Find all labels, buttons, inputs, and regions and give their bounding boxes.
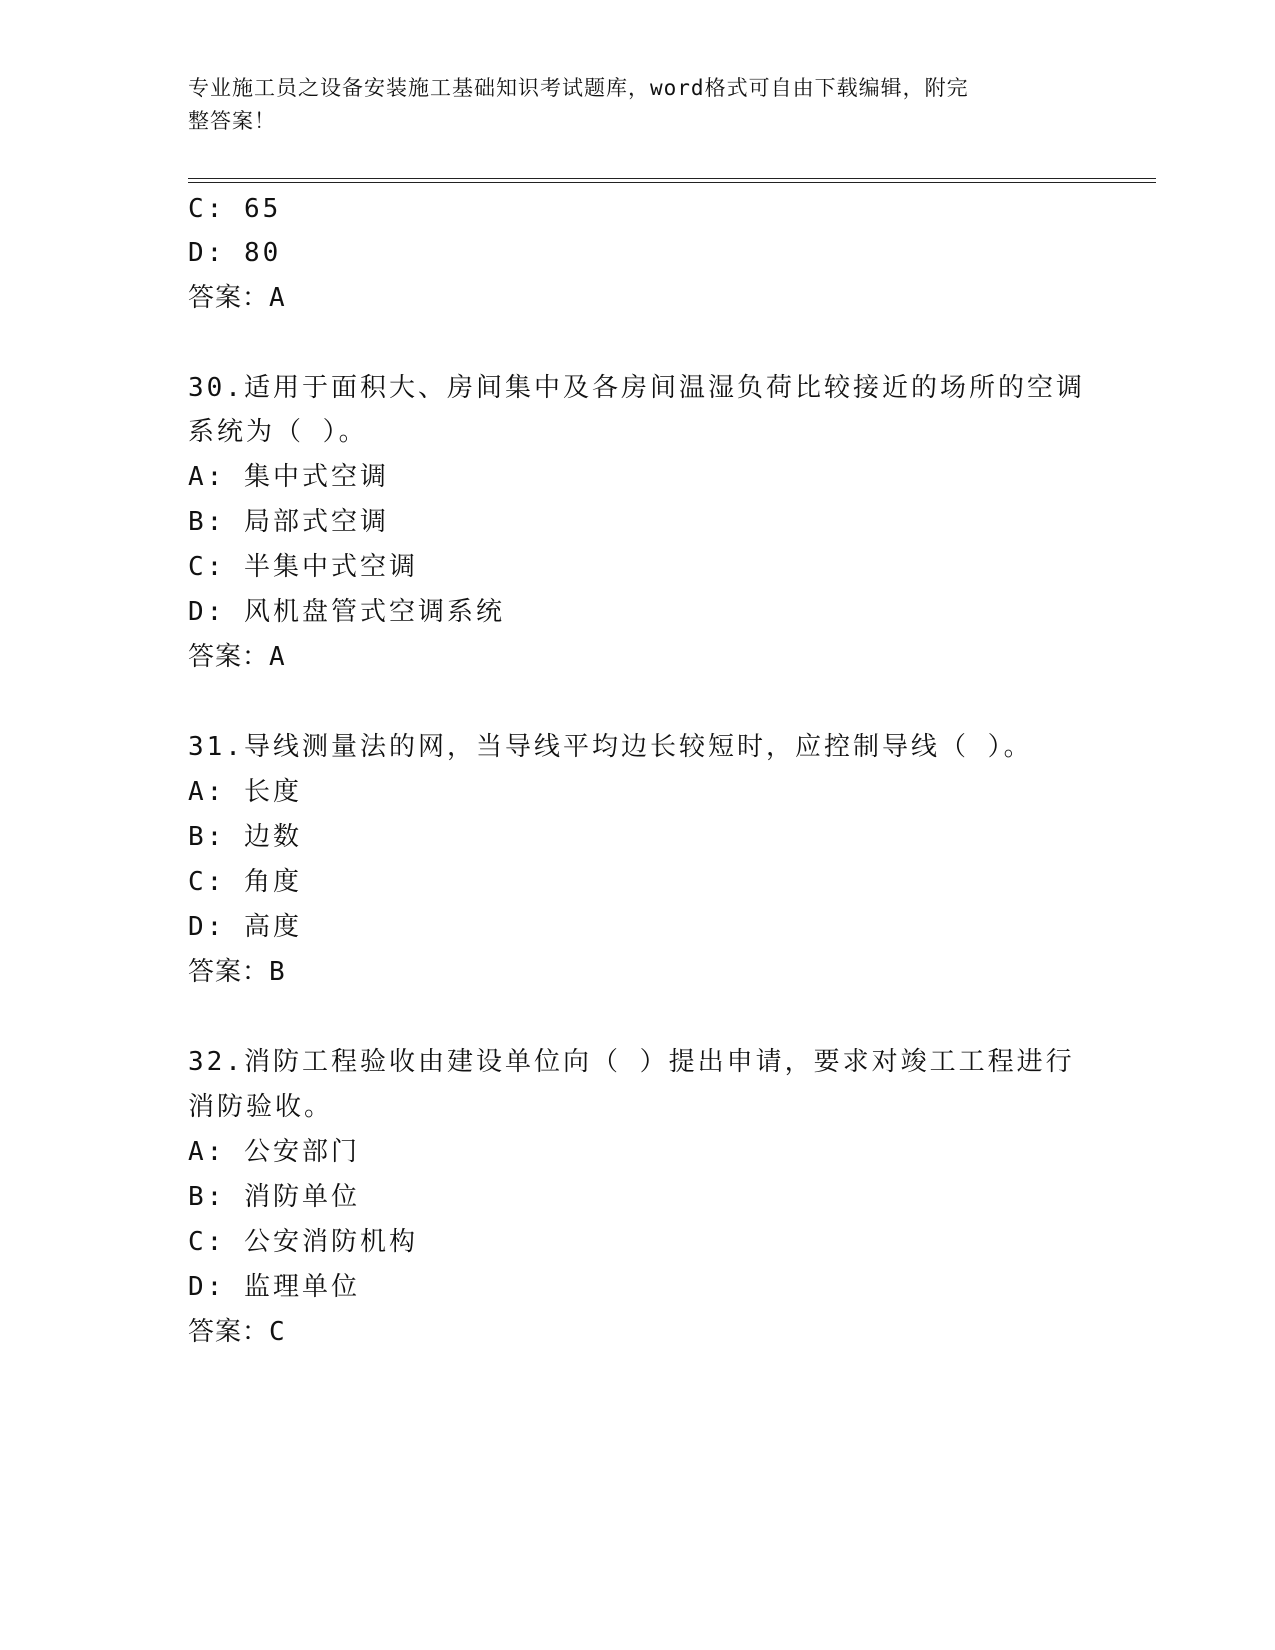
header-line-2: 整答案！ (188, 109, 276, 133)
q30-option-a: A: 集中式空调 (188, 462, 389, 492)
q31-answer: 答案：B (188, 957, 286, 987)
q32-option-d: D: 监理单位 (188, 1272, 360, 1302)
prev-option-c: C: 65 (188, 194, 282, 224)
q32-option-a: A: 公安部门 (188, 1137, 360, 1167)
q30-stem-line-1: 30.适用于面积大、房间集中及各房间温湿负荷比较接近的场所的空调 (188, 373, 1085, 403)
header-divider-top (188, 178, 1156, 179)
page-header (188, 72, 1088, 138)
prev-option-d: D: 80 (188, 238, 282, 268)
q30-option-d: D: 风机盘管式空调系统 (188, 597, 505, 627)
prev-answer: 答案：A (188, 283, 286, 313)
q31-stem-line-1: 31.导线测量法的网，当导线平均边长较短时，应控制导线（ ）。 (188, 732, 1033, 762)
q31-option-c: C: 角度 (188, 867, 302, 897)
header-divider-bottom (188, 182, 1156, 183)
q32-option-b: B: 消防单位 (188, 1182, 360, 1212)
q30-stem-line-2: 系统为（ ）。 (188, 417, 368, 447)
q32-stem-line-1: 32.消防工程验收由建设单位向（ ）提出申请，要求对竣工工程进行 (188, 1047, 1075, 1077)
header-line-1: 专业施工员之设备安装施工基础知识考试题库，word格式可自由下载编辑，附完 (188, 76, 969, 100)
q32-option-c: C: 公安消防机构 (188, 1227, 418, 1257)
q30-option-b: B: 局部式空调 (188, 507, 389, 537)
q30-answer: 答案：A (188, 642, 286, 672)
q30-option-c: C: 半集中式空调 (188, 552, 418, 582)
q31-option-a: A: 长度 (188, 777, 302, 807)
q31-option-d: D: 高度 (188, 912, 302, 942)
q32-answer: 答案：C (188, 1317, 286, 1347)
q32-stem-line-2: 消防验收。 (188, 1092, 334, 1122)
q31-option-b: B: 边数 (188, 822, 302, 852)
